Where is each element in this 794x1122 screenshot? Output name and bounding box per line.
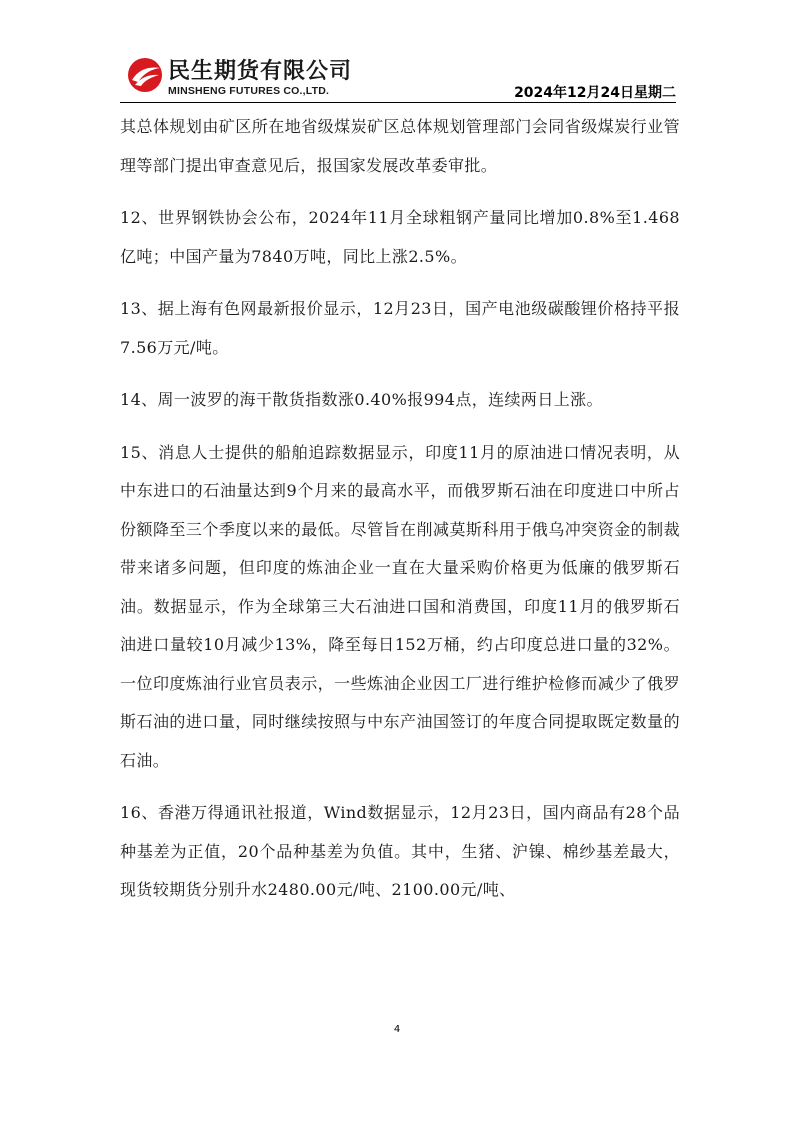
news-item-16: 16、香港万得通讯社报道，Wind数据显示，12月23日，国内商品有28个品种基差为正值，20个品种基差为负值。其中，生猪、沪镍、棉纱基差最大，现货较期货分别升水2480.00元/吨、2100.00元/吨、 <box>120 803 680 899</box>
document-body <box>120 108 680 924</box>
company-name-en: MINSHENG FUTURES CO.,LTD. <box>168 85 330 97</box>
header-divider <box>120 102 676 103</box>
company-name-cn: 民生期货有限公司 <box>168 59 353 84</box>
minsheng-logo-icon <box>126 56 164 94</box>
news-item-13: 13、据上海有色网最新报价显示，12月23日，国产电池级碳酸锂价格持平报7.56万元/吨。 <box>120 299 680 357</box>
news-item-12: 12、世界钢铁协会公布，2024年11月全球粗钢产量同比增加0.8%至1.468亿吨；中国产量为7840万吨，同比上涨2.5%。 <box>120 208 680 266</box>
report-date: 2024年12月24日星期二 <box>514 85 676 101</box>
paragraph-continued: 其总体规划由矿区所在地省级煤炭矿区总体规划管理部门会同省级煤炭行业管理等部门提出审查意见后，报国家发展改革委审批。 <box>120 117 680 175</box>
page-number: 4 <box>393 1024 401 1035</box>
company-logo <box>126 56 366 102</box>
news-item-15: 15、消息人士提供的船舶追踪数据显示，印度11月的原油进口情况表明，从中东进口的石油量达到9个月来的最高水平，而俄罗斯石油在印度进口中所占份额降至三个季度以来的最低。尽管旨在削减莫斯科用于俄乌冲突资金的制裁带来诸多问题，但印度的炼油企业一直在大量采购价格更为低廉的俄罗斯石油。数据显示，作为全球第三大石油进口国和消费国，印度11月的俄罗斯石油进口量较10月减少13%，降至每日152万桶，约占印度总进口量的32%。一位印度炼油行业官员表示，一些炼油企业因工厂进行维护检修而减少了俄罗斯石油的进口量，同时继续按照与中东产油国签订的年度合同提取既定数量的石油。 <box>120 442 680 770</box>
page-header <box>120 48 676 104</box>
news-item-14: 14、周一波罗的海干散货指数涨0.40%报994点，连续两日上涨。 <box>120 390 603 409</box>
